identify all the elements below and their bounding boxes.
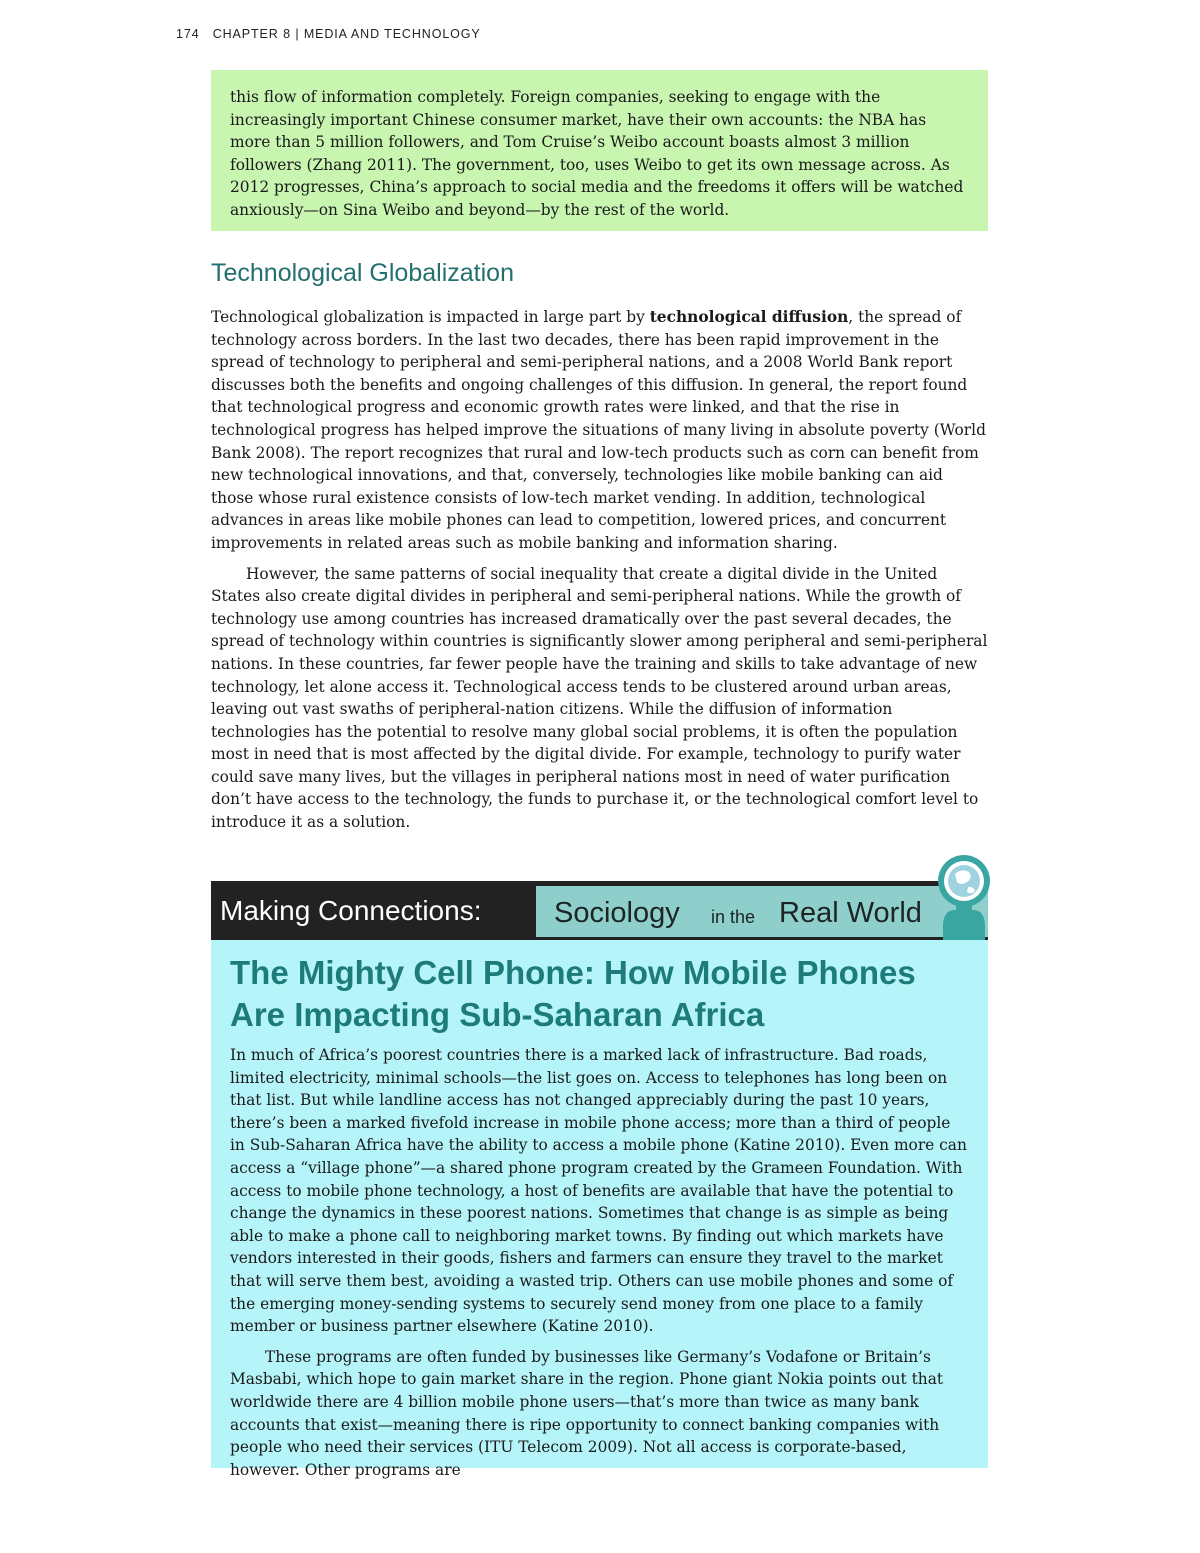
- page-number: 174: [176, 27, 200, 41]
- globe-head-icon: [935, 854, 993, 942]
- paragraph-text: Technological globalization is impacted in large part by: [211, 308, 650, 326]
- section-body: [211, 306, 988, 834]
- feature-paragraph-2: These programs are often funded by businesses like Germany’s Vodafone or Britain’s Masbabi, which hope to gain market share in the region. Phone giant Nokia points out that worldwide there are 4 billion mobile phone users—that’s more than twice as many bank accounts that exist—meaning there is ripe opportunity to connect banking companies with people who need their services (ITU Telecom 2009). Not all access is corporate-based, however. Other programs are: [230, 1347, 944, 1479]
- feature-box: [211, 940, 988, 1479]
- running-head: [176, 27, 481, 41]
- banner-subtitle-panel: [536, 886, 988, 937]
- key-term: technological diffusion: [649, 308, 849, 326]
- paragraph-text: , the spread of technology across borders. In the last two decades, there has been rapid improvement in the spread of technology to peripheral and semi-peripheral nations, and a 2008 World Bank report discusses both the benefits and ongoing challenges of this diffusion. In general, the report found that technological progress and economic growth rates were linked, and that the rise in technological progress has helped improve the situations of many living in absolute poverty (World Bank 2008). The report recognizes that rural and low-tech products such as corn can benefit from new technological innovations, and that, conversely, technologies like mobile banking can aid those whose rural existence consists of low-tech market vending. In addition, technological advances in areas like mobile phones can lead to competition, lowered prices, and concurrent improvements in related areas such as mobile banking and information sharing.: [211, 308, 986, 552]
- feature-title: The Mighty Cell Phone: How Mobile Phones Are Impacting Sub-Saharan Africa: [230, 954, 916, 1033]
- making-connections-banner: [211, 881, 988, 940]
- banner-sociology: Sociology: [554, 897, 680, 929]
- banner-real-world: Real World: [779, 897, 922, 929]
- banner-in-the: in the: [711, 907, 756, 927]
- banner-title: Making Connections:: [220, 895, 482, 926]
- section-paragraph-1: [211, 306, 988, 555]
- section-paragraph-2: However, the same patterns of social inequality that create a digital divide in the United States also create digital divides in peripheral and semi-peripheral nations. While the growth of technology use among countries has increased dramatically over the past several decades, the spread of technology within countries is significantly slower among peripheral and semi-peripheral nations. In these countries, far fewer people have the training and skills to take advantage of new technology, let alone access it. Technological access tends to be clustered around urban areas, leaving out vast swaths of peripheral-nation citizens. While the diffusion of information technologies has the potential to resolve many global social problems, it is often the population most in need that is most affected by the digital divide. For example, technology to purify water could save many lives, but the villages in peripheral nations most in need of water purification don’t have access to the technology, the funds to purchase it, or the technological comfort level to introduce it as a solution.: [211, 564, 988, 832]
- feature-paragraph-1: In much of Africa’s poorest countries there is a marked lack of infrastructure. Bad roads, limited electricity, minimal schools—the list goes on. Access to telephones has long been on that list. But while landline access has not changed appreciably during the past 10 years, there’s been a marked fivefold increase in mobile phone access; more than a third of people in Sub-Saharan Africa have the ability to access a mobile phone (Katine 2010). Even more can access a “village phone”—a shared phone program created by the Grameen Foundation. With access to mobile phone technology, a host of benefits are available that have the potential to change the dynamics in these poorest nations. Sometimes that change is as simple as being able to make a phone call to neighboring market towns. By finding out which markets have vendors interested in their goods, fishers and farmers can ensure they travel to the market that will serve them best, avoiding a wasted trip. Others can use mobile phones and some of the emerging money-sending systems to securely send money from one place to a family member or business partner elsewhere (Katine 2010).: [230, 1046, 967, 1336]
- section-heading: Technological Globalization: [211, 259, 514, 287]
- chapter-title: CHAPTER 8 | MEDIA AND TECHNOLOGY: [212, 27, 481, 41]
- continued-feature-box: [211, 70, 988, 231]
- feature-continuation-text: this flow of information completely. Foreign companies, seeking to engage with the increasingly important Chinese consumer market, have their own accounts: the NBA has more than 5 million followers, and Tom Cruise’s Weibo account boasts almost 3 million followers (Zhang 2011). The government, too, uses Weibo to get its own message across. As 2012 progresses, China’s approach to social media and the freedoms it offers will be watched anxiously—on Sina Weibo and beyond—by the rest of the world.: [230, 88, 964, 219]
